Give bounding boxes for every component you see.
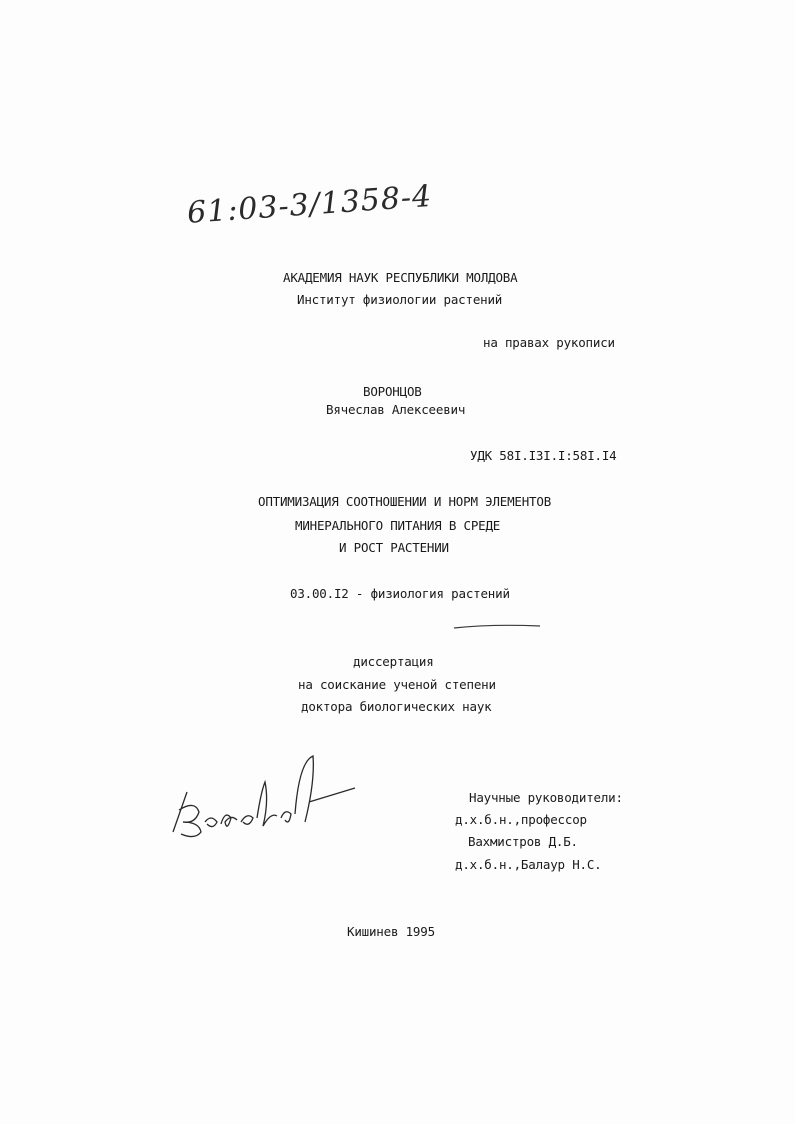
- supervisor-1-degree: д.х.б.н.,профессор: [455, 812, 587, 827]
- title-line-3: И РОСТ РАСТЕНИИ: [339, 540, 449, 555]
- academy-name: АКАДЕМИЯ НАУК РЕСПУБЛИКИ МОЛДОВА: [283, 270, 518, 285]
- supervisors-heading: Научные руководители:: [469, 790, 623, 805]
- degree-line-3: доктора биологических наук: [301, 699, 492, 714]
- institute-name: Институт физиологии растений: [297, 292, 503, 307]
- handwritten-catalog-number: 61:03-3/1358-4: [186, 178, 434, 231]
- udc-code: УДК 58I.I3I.I:58I.I4: [470, 448, 617, 463]
- author-name: Вячеслав Алексеевич: [326, 402, 466, 417]
- title-line-2: МИНЕРАЛЬНОГО ПИТАНИЯ В СРЕДЕ: [295, 518, 501, 533]
- rights-note: на правах рукописи: [483, 335, 615, 350]
- degree-line-2: на соискание ученой степени: [298, 677, 496, 692]
- pen-stroke: [452, 622, 552, 632]
- supervisor-1-name: Вахмистров Д.Б.: [468, 834, 578, 849]
- degree-line-1: диссертация: [353, 654, 434, 669]
- title-line-1: ОПТИМИЗАЦИЯ СООТНОШЕНИИ И НОРМ ЭЛЕМЕНТОВ: [258, 494, 552, 509]
- supervisor-2: д.х.б.н.,Балаур Н.С.: [455, 857, 602, 872]
- handwritten-signature: [165, 752, 365, 842]
- author-surname: ВОРОНЦОВ: [363, 384, 422, 399]
- place-year: Кишинев 1995: [347, 924, 435, 939]
- specialty: 03.00.I2 - физиология растений: [290, 586, 510, 601]
